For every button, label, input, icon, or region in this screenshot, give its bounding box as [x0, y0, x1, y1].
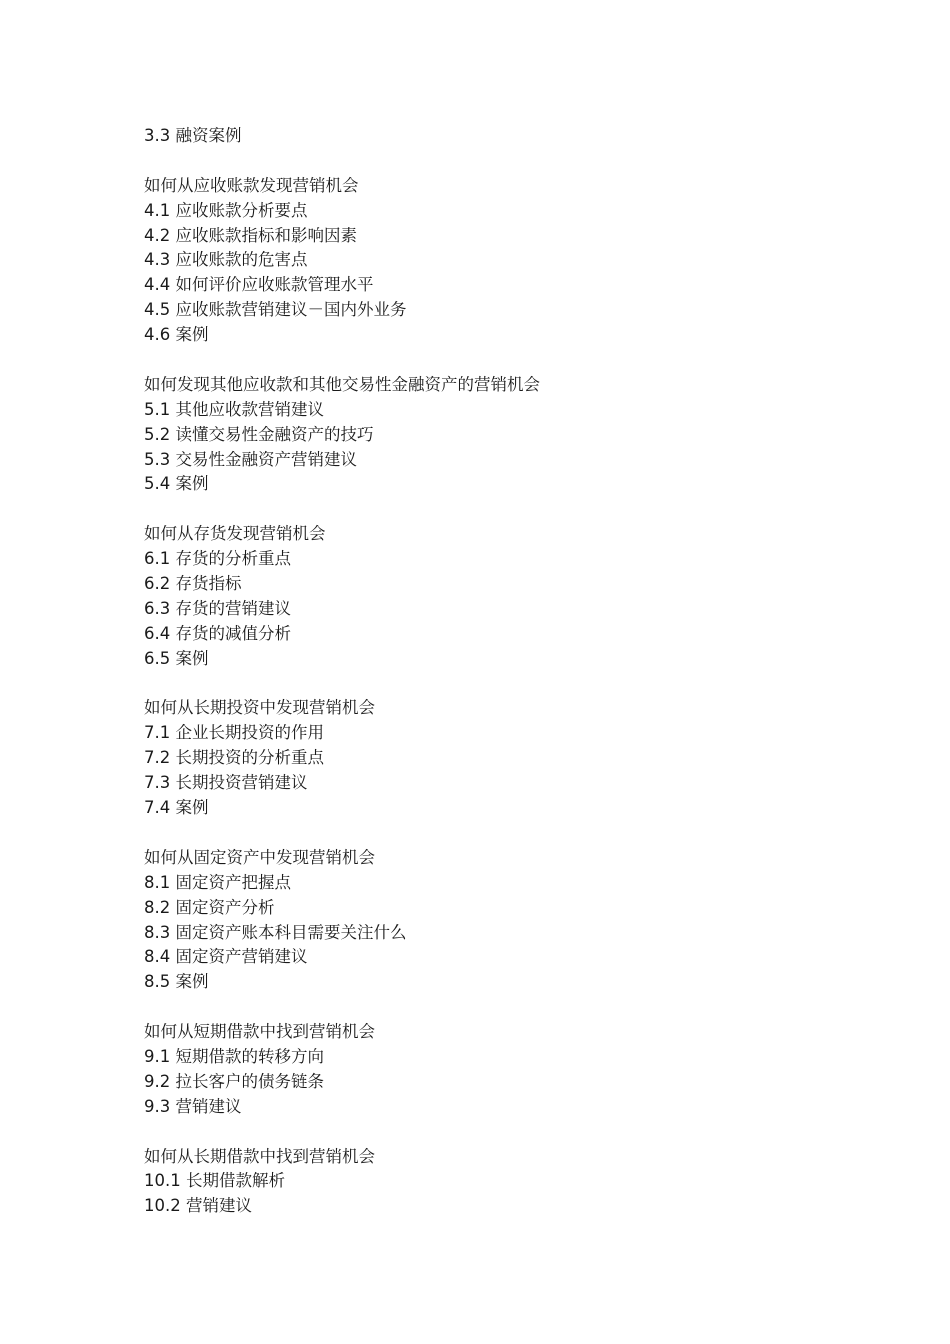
- list-item: 4.5 应收账款营销建议－国内外业务: [144, 300, 407, 320]
- list-item: 8.3 固定资产账本科目需要关注什么: [144, 922, 407, 942]
- section-4: [144, 174, 844, 348]
- list-item: 8.5 案例: [144, 972, 209, 992]
- list-item: 10.1 长期借款解析: [144, 1171, 285, 1191]
- list-item: 4.3 应收账款的危害点: [144, 250, 308, 270]
- section-3: [144, 124, 844, 149]
- section-heading: 如何从短期借款中找到营销机会: [144, 1022, 375, 1042]
- list-item: 4.4 如何评价应收账款管理水平: [144, 275, 374, 295]
- list-item: 7.2 长期投资的分析重点: [144, 748, 324, 768]
- list-item: 6.2 存货指标: [144, 574, 242, 594]
- list-item: 6.4 存货的减值分析: [144, 623, 291, 643]
- list-item: 10.2 营销建议: [144, 1196, 252, 1216]
- list-item: 5.1 其他应收款营销建议: [144, 399, 324, 419]
- list-item: 7.3 长期投资营销建议: [144, 773, 308, 793]
- section-heading: 如何从长期借款中找到营销机会: [144, 1146, 375, 1166]
- list-item: 7.1 企业长期投资的作用: [144, 723, 324, 743]
- list-item: 6.5 案例: [144, 648, 209, 668]
- section-5: [144, 373, 844, 497]
- section-heading: 如何从长期投资中发现营销机会: [144, 698, 375, 718]
- section-8: [144, 846, 844, 995]
- list-item: 4.1 应收账款分析要点: [144, 200, 308, 220]
- list-item: 9.2 拉长客户的债务链条: [144, 1071, 324, 1091]
- list-item: 5.2 读懂交易性金融资产的技巧: [144, 424, 374, 444]
- list-item: 6.3 存货的营销建议: [144, 598, 291, 618]
- section-heading: 如何从应收账款发现营销机会: [144, 175, 359, 195]
- list-item: 8.4 固定资产营销建议: [144, 947, 308, 967]
- document-page: [144, 124, 844, 1219]
- list-item: 5.4 案例: [144, 474, 209, 494]
- list-item: 9.3 营销建议: [144, 1096, 242, 1116]
- section-heading: 如何发现其他应收款和其他交易性金融资产的营销机会: [144, 374, 540, 394]
- list-item: 5.3 交易性金融资产营销建议: [144, 449, 357, 469]
- list-item: 9.1 短期借款的转移方向: [144, 1046, 324, 1066]
- section-heading: 如何从固定资产中发现营销机会: [144, 847, 375, 867]
- list-item: 7.4 案例: [144, 798, 209, 818]
- section-9: [144, 1020, 844, 1120]
- section-10: [144, 1145, 844, 1220]
- list-item: 8.2 固定资产分析: [144, 897, 275, 917]
- section-heading: 如何从存货发现营销机会: [144, 524, 326, 544]
- list-item: 3.3 融资案例: [144, 126, 242, 145]
- list-item: 6.1 存货的分析重点: [144, 549, 291, 569]
- section-7: [144, 696, 844, 820]
- list-item: 8.1 固定资产把握点: [144, 872, 291, 892]
- list-item: 4.2 应收账款指标和影响因素: [144, 225, 357, 245]
- section-6: [144, 522, 844, 671]
- list-item: 4.6 案例: [144, 325, 209, 345]
